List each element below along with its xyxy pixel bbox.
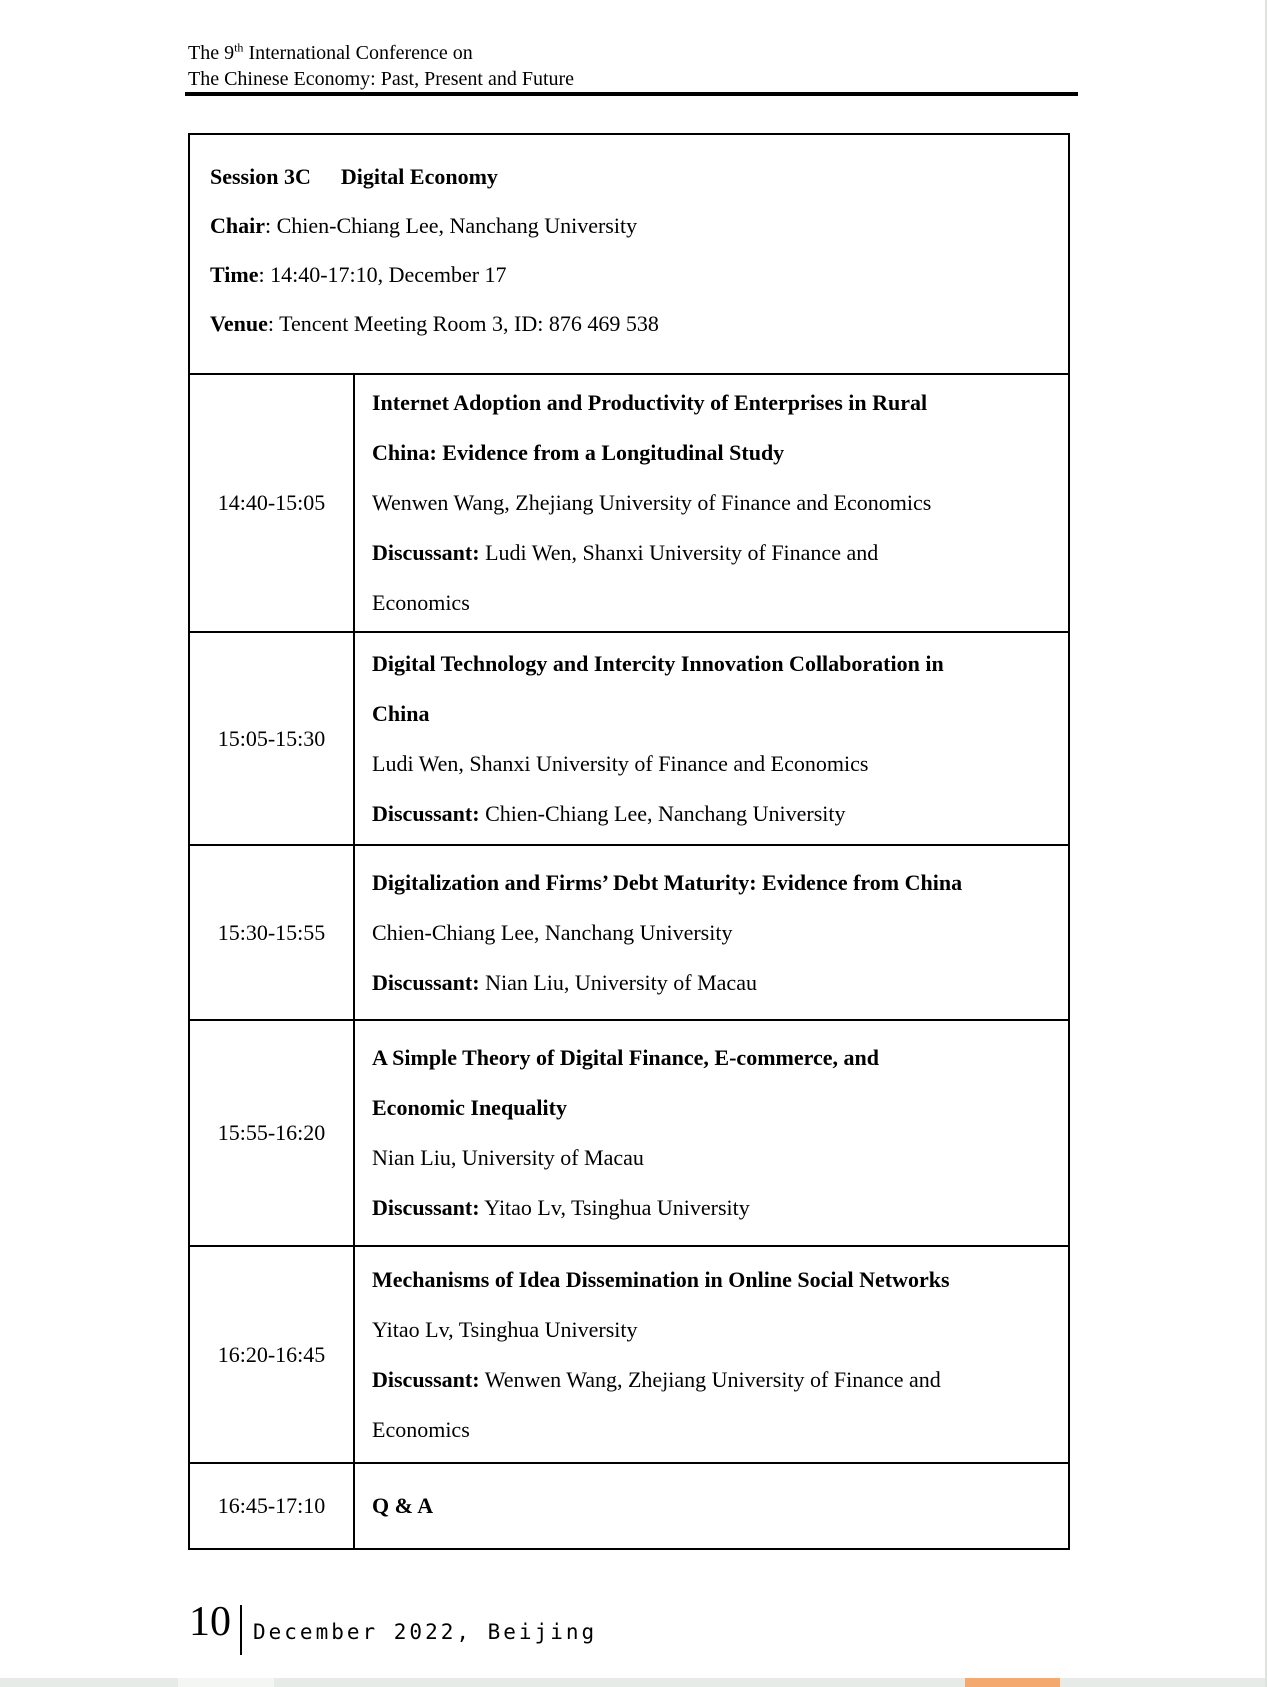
schedule-row xyxy=(190,1245,1068,1462)
discussant-line xyxy=(372,958,1054,1008)
discussant-label: Discussant: xyxy=(372,969,480,995)
discussant-name: Wenwen Wang, Zhejiang University of Finance and xyxy=(484,1366,941,1392)
session-table xyxy=(188,133,1070,1550)
session-venue-line xyxy=(210,299,1058,348)
strip-segment xyxy=(274,1678,965,1687)
time-slot: 14:40-15:05 xyxy=(190,375,355,631)
discussant-name: Ludi Wen, Shanxi University of Finance and xyxy=(485,540,879,565)
header-rule xyxy=(185,92,1078,96)
discussant-line xyxy=(372,789,1054,839)
qa-label: Q & A xyxy=(372,1493,434,1518)
paper-cell xyxy=(355,633,1068,844)
ordinal-superscript: th xyxy=(234,40,244,55)
discussant-name: Chien-Chiang Lee, Nanchang University xyxy=(485,800,846,826)
conference-title-line2: The Chinese Economy: Past, Present and Future xyxy=(188,68,575,90)
discussant-continuation: Economics xyxy=(372,1416,470,1442)
session-number: Session 3C xyxy=(210,164,311,189)
time-slot: 15:30-15:55 xyxy=(190,846,355,1019)
discussant-label: Discussant: xyxy=(372,1366,480,1392)
discussant-label: Discussant: xyxy=(372,1195,480,1220)
strip-segment-light xyxy=(178,1678,274,1687)
conference-title-line1-rest: International Conference on xyxy=(243,42,473,64)
session-chair-line xyxy=(210,201,1058,250)
discussant-name: Nian Liu, University of Macau xyxy=(485,969,757,995)
discussant-name: Yitao Lv, Tsinghua University xyxy=(484,1195,750,1220)
conference-title-line1 xyxy=(188,40,574,66)
footer-divider xyxy=(240,1605,242,1655)
qa-cell xyxy=(355,1464,1068,1548)
paper-cell xyxy=(355,1247,1068,1462)
strip-segment xyxy=(0,1678,178,1687)
discussant-label: Discussant: xyxy=(372,540,480,565)
paper-title-line: Digital Technology and Intercity Innovation Collaboration in xyxy=(372,650,944,676)
paper-title-line: China xyxy=(372,700,430,726)
schedule-row xyxy=(190,631,1068,844)
paper-cell xyxy=(355,846,1068,1019)
strip-segment xyxy=(1060,1678,1267,1687)
time-value: : 14:40-17:10, December 17 xyxy=(258,262,507,287)
paper-title-line: Economic Inequality xyxy=(372,1095,567,1120)
discussant-label: Discussant: xyxy=(372,800,480,826)
time-label: Time xyxy=(210,262,259,287)
time-slot: 15:05-15:30 xyxy=(190,633,355,844)
session-time-line xyxy=(210,250,1058,299)
time-slot: 16:20-16:45 xyxy=(190,1247,355,1462)
paper-title-line: Internet Adoption and Productivity of Enterprises in Rural xyxy=(372,390,928,415)
paper-author: Nian Liu, University of Macau xyxy=(372,1145,644,1170)
venue-value: : Tencent Meeting Room 3, ID: 876 469 538 xyxy=(267,311,659,336)
paper-author: Yitao Lv, Tsinghua University xyxy=(372,1316,638,1342)
conference-title-line1-text: The 9 xyxy=(188,42,235,64)
paper-author: Chien-Chiang Lee, Nanchang University xyxy=(372,919,733,945)
session-title-line xyxy=(210,152,1058,201)
discussant-line xyxy=(372,1183,1054,1233)
footer-text: December 2022, Beijing xyxy=(253,1620,598,1644)
chair-value: : Chien-Chiang Lee, Nanchang University xyxy=(265,213,638,238)
venue-label: Venue xyxy=(210,311,268,336)
paper-cell xyxy=(355,1021,1068,1245)
session-topic: Digital Economy xyxy=(340,164,498,189)
time-slot: 16:45-17:10 xyxy=(190,1464,355,1548)
schedule-row xyxy=(190,373,1068,631)
discussant-line xyxy=(372,528,1054,578)
paper-title-line: A Simple Theory of Digital Finance, E-commerce, and xyxy=(372,1045,879,1070)
paper-title-line: China: Evidence from a Longitudinal Study xyxy=(372,440,785,465)
session-header xyxy=(190,135,1068,373)
paper-title-line: Mechanisms of Idea Dissemination in Online Social Networks xyxy=(372,1266,950,1292)
paper-title-line: Digitalization and Firms’ Debt Maturity: Evidence from China xyxy=(372,869,963,895)
bottom-strip xyxy=(0,1678,1267,1687)
time-slot: 15:55-16:20 xyxy=(190,1021,355,1245)
paper-cell xyxy=(355,375,1068,631)
schedule-row-qa xyxy=(190,1462,1068,1548)
strip-accent-orange xyxy=(965,1678,1060,1687)
chair-label: Chair xyxy=(210,213,265,238)
schedule-row xyxy=(190,844,1068,1019)
discussant-continuation: Economics xyxy=(372,590,470,615)
schedule-row xyxy=(190,1019,1068,1245)
page-header xyxy=(188,40,574,92)
discussant-line xyxy=(372,1355,1054,1405)
page-number: 10 xyxy=(189,1599,231,1645)
paper-author: Ludi Wen, Shanxi University of Finance and Economics xyxy=(372,750,869,776)
paper-author: Wenwen Wang, Zhejiang University of Finance and Economics xyxy=(372,490,932,515)
